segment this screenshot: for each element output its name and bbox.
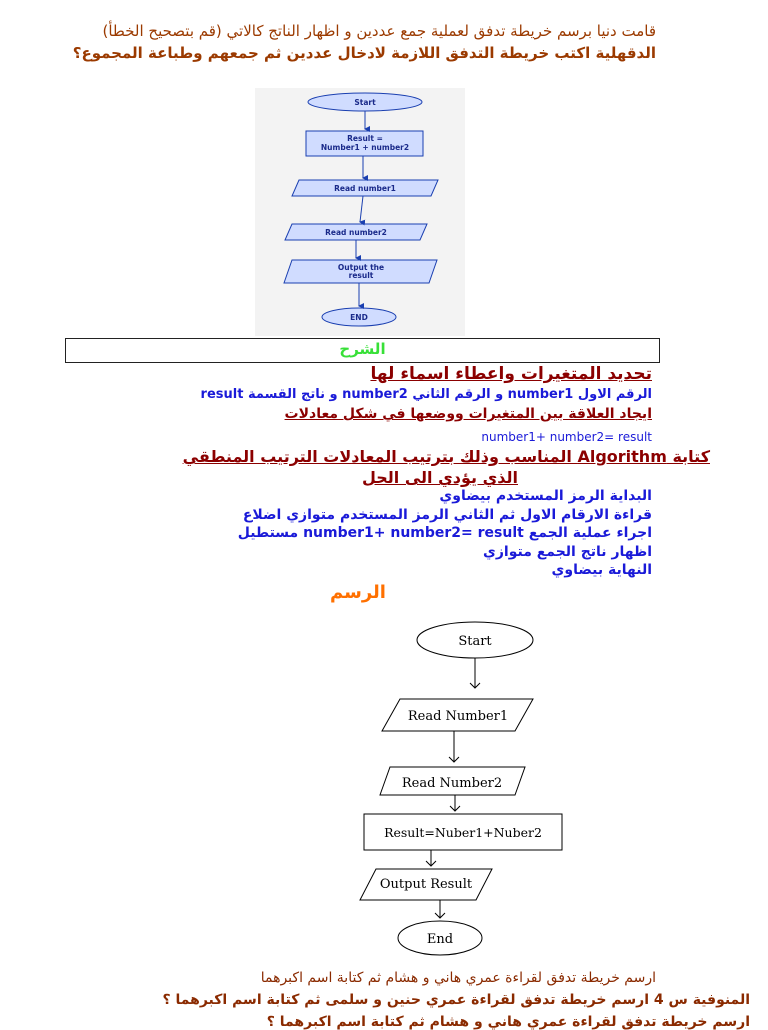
small-read1-label: Read number1 [334,184,396,193]
large-read2-label: Read Number2 [401,776,503,791]
bottom-line-2: المنوفية س 4 ارسم خريطة تدفق لقراءة عمري حنين و سلمى ثم كتابة اسم اكبرهما ؟ [162,992,750,1008]
bottom-line-1: ارسم خريطة تدفق لقراءة عمري هاني و هشام ثم كتابة اسم اكبرهما [260,970,656,986]
equation-line: number1+ number2= result [481,430,652,444]
large-end-label: End [426,932,454,947]
step-5: النهاية بيضاوي [551,562,652,578]
heading-algorithm-1: كتابة Algorithm المناسب وذلك بترتيب المعادلات الترتيب المنطقي [182,447,710,466]
large-output-label: Output Result [379,877,473,892]
explanation-title-box [65,338,660,363]
step-3: اجراء عملية الجمع number1+ number2= result مستطيل [237,525,652,541]
svg-text:result: result [348,271,374,280]
small-read2-label: Read number2 [325,228,387,237]
question-line-1: قامت دنيا برسم خريطة تدفق لعملية جمع عددين و اظهار الناتج كالاتي (قم بتصحيح الخطأ) [102,22,656,40]
step-1: البداية الرمز المستخدم بيضاوي [439,488,652,504]
small-flowchart-svg [255,88,465,336]
large-start-label: Start [458,634,492,649]
large-process-label: Result=Nuber1+Nuber2 [384,825,542,840]
large-read1-label: Read Number1 [407,709,509,724]
small-end-label: END [350,313,368,322]
step-2: قراءة الارقام الاول ثم الثاني الرمز المستخدم متوازي اضلاع [242,507,652,523]
step-4: اظهار ناتج الجمع متوازي [483,544,652,560]
variables-line: الرقم الاول number1 و الرقم الثاني number2 و ناتج القسمة result [200,387,652,402]
small-start-label: Start [354,98,376,107]
svg-text:Output the: Output the [337,263,385,272]
heading-algorithm-2: الذي يؤدي الى الحل [361,468,518,487]
explanation-title: الشرح [339,340,386,358]
small-flowchart-image [255,88,465,336]
svg-text:Number1 + number2: Number1 + number2 [320,143,410,152]
bottom-line-3: ارسم خريطة تدفق لقراءة عمري هاني و هشام ثم كتابة اسم اكبرهما ؟ [266,1014,750,1030]
drawing-title: الرسم [330,582,386,603]
svg-text:Result =: Result = [347,134,383,143]
heading-variables: تحديد المتغيرات واعطاء اسماء لها [370,364,652,384]
large-flowchart [355,615,590,965]
heading-relation: ايجاد العلاقة بين المتغيرات ووضعها في شكل معادلات [284,406,652,422]
question-line-2: الدقهلية اكتب خريطة التدفق اللازمة لادخال عددين ثم جمعهم وطباعة المجموع؟ [72,44,656,62]
